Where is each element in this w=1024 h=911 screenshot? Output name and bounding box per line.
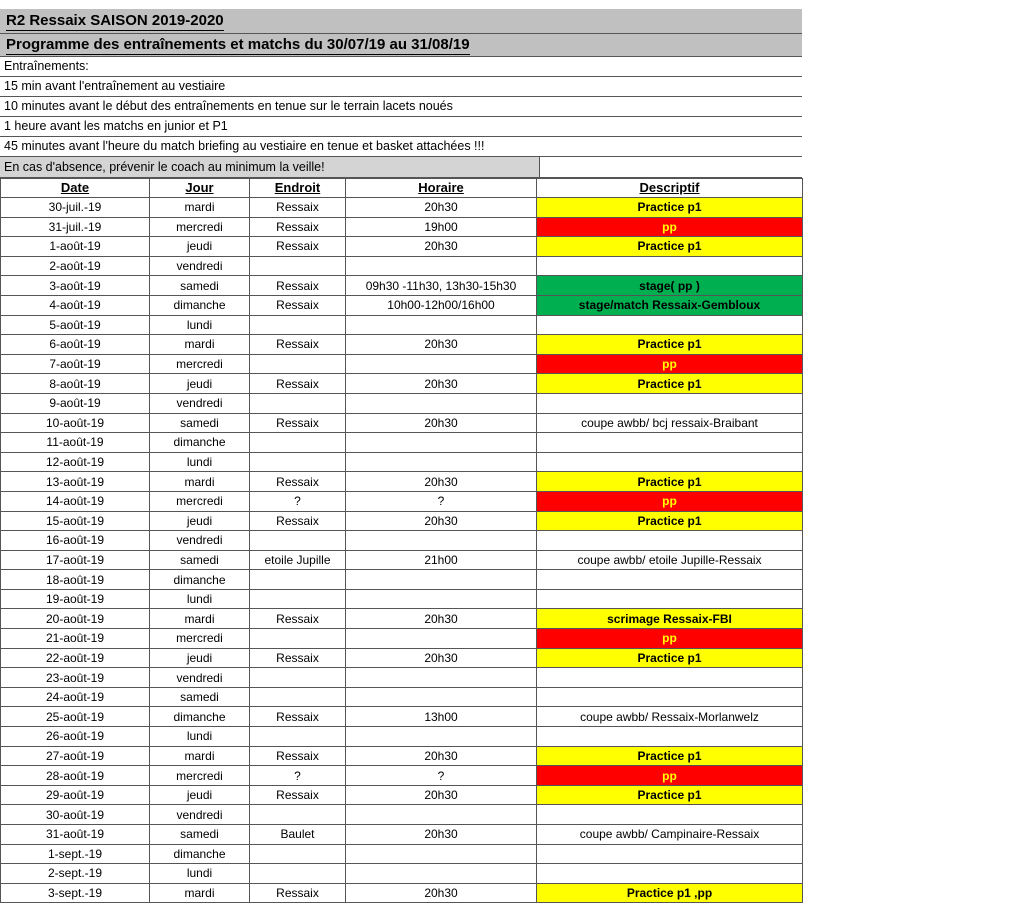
- cell-desc: [537, 393, 803, 413]
- cell-horaire: 20h30: [346, 374, 537, 394]
- cell-endroit: [250, 256, 346, 276]
- cell-horaire: 20h30: [346, 883, 537, 903]
- cell-date: 21-août-19: [1, 629, 150, 649]
- cell-desc: scrimage Ressaix-FBI: [537, 609, 803, 629]
- cell-date: 31-août-19: [1, 825, 150, 845]
- schedule-table: [0, 178, 803, 903]
- cell-date: 31-juil.-19: [1, 217, 150, 237]
- cell-date: 16-août-19: [1, 531, 150, 551]
- cell-endroit: Ressaix: [250, 237, 346, 257]
- cell-horaire: [346, 844, 537, 864]
- cell-date: 28-août-19: [1, 766, 150, 786]
- table-row: [1, 217, 803, 237]
- note-vestiaire: 15 min avant l'entraînement au vestiaire: [0, 77, 802, 97]
- cell-date: 6-août-19: [1, 335, 150, 355]
- cell-jour: samedi: [150, 825, 250, 845]
- cell-jour: mardi: [150, 198, 250, 218]
- cell-date: 3-août-19: [1, 276, 150, 296]
- cell-horaire: [346, 433, 537, 453]
- note-tenue: 10 minutes avant le début des entraînements en tenue sur le terrain lacets noués: [0, 97, 802, 117]
- cell-endroit: Ressaix: [250, 335, 346, 355]
- cell-horaire: [346, 256, 537, 276]
- cell-horaire: [346, 452, 537, 472]
- cell-desc: Practice p1: [537, 785, 803, 805]
- absence-blank-cell: [540, 157, 802, 177]
- cell-horaire: 10h00-12h00/16h00: [346, 295, 537, 315]
- cell-desc: coupe awbb/ bcj ressaix-Braibant: [537, 413, 803, 433]
- cell-endroit: [250, 570, 346, 590]
- cell-date: 20-août-19: [1, 609, 150, 629]
- absence-row: [0, 157, 802, 178]
- table-row: [1, 295, 803, 315]
- cell-desc: [537, 589, 803, 609]
- cell-desc: [537, 864, 803, 884]
- cell-horaire: 21h00: [346, 550, 537, 570]
- cell-date: 14-août-19: [1, 491, 150, 511]
- cell-desc: [537, 844, 803, 864]
- cell-endroit: Ressaix: [250, 295, 346, 315]
- cell-endroit: Baulet: [250, 825, 346, 845]
- cell-desc: Practice p1: [537, 472, 803, 492]
- cell-endroit: Ressaix: [250, 374, 346, 394]
- cell-jour: mardi: [150, 883, 250, 903]
- cell-endroit: [250, 315, 346, 335]
- table-row: [1, 452, 803, 472]
- cell-date: 17-août-19: [1, 550, 150, 570]
- cell-endroit: [250, 844, 346, 864]
- cell-jour: dimanche: [150, 707, 250, 727]
- cell-date: 10-août-19: [1, 413, 150, 433]
- cell-endroit: Ressaix: [250, 609, 346, 629]
- cell-jour: vendredi: [150, 668, 250, 688]
- cell-date: 2-août-19: [1, 256, 150, 276]
- table-row: [1, 648, 803, 668]
- header-jour: Jour: [150, 179, 250, 198]
- cell-jour: mercredi: [150, 217, 250, 237]
- cell-horaire: 20h30: [346, 746, 537, 766]
- note-briefing: 45 minutes avant l'heure du match briefing au vestiaire en tenue et basket attachées !!!: [0, 137, 802, 157]
- cell-endroit: ?: [250, 766, 346, 786]
- cell-endroit: [250, 354, 346, 374]
- cell-desc: Practice p1: [537, 511, 803, 531]
- cell-desc: pp: [537, 766, 803, 786]
- table-row: [1, 472, 803, 492]
- cell-horaire: 20h30: [346, 511, 537, 531]
- cell-horaire: [346, 393, 537, 413]
- header-horaire: Horaire: [346, 179, 537, 198]
- cell-jour: samedi: [150, 276, 250, 296]
- cell-jour: jeudi: [150, 511, 250, 531]
- cell-endroit: Ressaix: [250, 511, 346, 531]
- cell-date: 22-août-19: [1, 648, 150, 668]
- table-row: [1, 785, 803, 805]
- cell-horaire: [346, 687, 537, 707]
- cell-jour: mercredi: [150, 766, 250, 786]
- cell-jour: vendredi: [150, 805, 250, 825]
- cell-horaire: [346, 668, 537, 688]
- cell-desc: stage( pp ): [537, 276, 803, 296]
- cell-jour: mardi: [150, 335, 250, 355]
- cell-desc: Practice p1: [537, 237, 803, 257]
- cell-endroit: Ressaix: [250, 198, 346, 218]
- table-row: [1, 864, 803, 884]
- table-row: [1, 374, 803, 394]
- sheet-title: [0, 9, 802, 34]
- cell-endroit: [250, 433, 346, 453]
- cell-horaire: [346, 589, 537, 609]
- cell-horaire: 20h30: [346, 237, 537, 257]
- cell-date: 25-août-19: [1, 707, 150, 727]
- table-row: [1, 805, 803, 825]
- cell-desc: Practice p1: [537, 374, 803, 394]
- cell-jour: lundi: [150, 864, 250, 884]
- cell-date: 23-août-19: [1, 668, 150, 688]
- cell-horaire: 20h30: [346, 335, 537, 355]
- header-descriptif: Descriptif: [537, 179, 803, 198]
- cell-jour: mercredi: [150, 354, 250, 374]
- table-row: [1, 550, 803, 570]
- cell-desc: [537, 687, 803, 707]
- cell-desc: [537, 668, 803, 688]
- cell-date: 19-août-19: [1, 589, 150, 609]
- table-row: [1, 256, 803, 276]
- sheet-title-text: R2 Ressaix SAISON 2019-2020: [6, 12, 224, 29]
- cell-horaire: 20h30: [346, 825, 537, 845]
- cell-date: 26-août-19: [1, 727, 150, 747]
- cell-desc: Practice p1 ,pp: [537, 883, 803, 903]
- cell-jour: mercredi: [150, 629, 250, 649]
- cell-desc: [537, 570, 803, 590]
- cell-desc: stage/match Ressaix-Gembloux: [537, 295, 803, 315]
- cell-jour: dimanche: [150, 844, 250, 864]
- cell-endroit: Ressaix: [250, 217, 346, 237]
- cell-date: 5-août-19: [1, 315, 150, 335]
- cell-endroit: Ressaix: [250, 746, 346, 766]
- cell-endroit: Ressaix: [250, 276, 346, 296]
- table-row: [1, 629, 803, 649]
- cell-desc: Practice p1: [537, 648, 803, 668]
- cell-endroit: [250, 629, 346, 649]
- cell-date: 24-août-19: [1, 687, 150, 707]
- cell-date: 15-août-19: [1, 511, 150, 531]
- cell-jour: vendredi: [150, 531, 250, 551]
- cell-desc: pp: [537, 629, 803, 649]
- cell-desc: Practice p1: [537, 746, 803, 766]
- cell-horaire: [346, 727, 537, 747]
- cell-horaire: [346, 531, 537, 551]
- cell-endroit: Ressaix: [250, 785, 346, 805]
- cell-horaire: 19h00: [346, 217, 537, 237]
- table-row: [1, 531, 803, 551]
- cell-endroit: [250, 727, 346, 747]
- cell-horaire: [346, 570, 537, 590]
- cell-desc: [537, 256, 803, 276]
- table-row: [1, 746, 803, 766]
- sheet-subtitle: [0, 34, 802, 57]
- table-row: [1, 433, 803, 453]
- schedule-sheet: [0, 9, 802, 903]
- cell-date: 30-août-19: [1, 805, 150, 825]
- table-row: [1, 570, 803, 590]
- cell-date: 29-août-19: [1, 785, 150, 805]
- cell-horaire: ?: [346, 766, 537, 786]
- cell-jour: dimanche: [150, 295, 250, 315]
- cell-jour: mardi: [150, 472, 250, 492]
- cell-horaire: 13h00: [346, 707, 537, 727]
- table-body: [1, 198, 803, 903]
- cell-endroit: [250, 864, 346, 884]
- cell-endroit: etoile Jupille: [250, 550, 346, 570]
- cell-jour: mardi: [150, 609, 250, 629]
- table-row: [1, 413, 803, 433]
- table-row: [1, 727, 803, 747]
- cell-horaire: [346, 354, 537, 374]
- cell-jour: vendredi: [150, 256, 250, 276]
- cell-desc: Practice p1: [537, 198, 803, 218]
- table-row: [1, 276, 803, 296]
- cell-endroit: ?: [250, 491, 346, 511]
- table-row: [1, 825, 803, 845]
- table-row: [1, 335, 803, 355]
- cell-desc: pp: [537, 491, 803, 511]
- cell-horaire: [346, 805, 537, 825]
- cell-endroit: Ressaix: [250, 413, 346, 433]
- cell-horaire: [346, 629, 537, 649]
- cell-date: 13-août-19: [1, 472, 150, 492]
- cell-endroit: Ressaix: [250, 883, 346, 903]
- cell-horaire: 20h30: [346, 609, 537, 629]
- cell-jour: samedi: [150, 413, 250, 433]
- table-row: [1, 883, 803, 903]
- cell-date: 1-sept.-19: [1, 844, 150, 864]
- cell-jour: mercredi: [150, 491, 250, 511]
- cell-jour: jeudi: [150, 648, 250, 668]
- table-row: [1, 237, 803, 257]
- cell-desc: pp: [537, 354, 803, 374]
- cell-endroit: [250, 531, 346, 551]
- table-row: [1, 354, 803, 374]
- cell-endroit: [250, 668, 346, 688]
- cell-date: 9-août-19: [1, 393, 150, 413]
- cell-desc: [537, 452, 803, 472]
- cell-date: 18-août-19: [1, 570, 150, 590]
- table-header-row: [1, 179, 803, 198]
- table-row: [1, 844, 803, 864]
- cell-desc: [537, 531, 803, 551]
- cell-date: 8-août-19: [1, 374, 150, 394]
- cell-endroit: Ressaix: [250, 707, 346, 727]
- sheet-subtitle-text: Programme des entraînements et matchs du 30/07/19 au 31/08/19: [6, 36, 470, 53]
- cell-date: 4-août-19: [1, 295, 150, 315]
- cell-horaire: 20h30: [346, 198, 537, 218]
- cell-endroit: [250, 452, 346, 472]
- cell-desc: Practice p1: [537, 335, 803, 355]
- cell-date: 30-juil.-19: [1, 198, 150, 218]
- cell-desc: [537, 805, 803, 825]
- cell-date: 3-sept.-19: [1, 883, 150, 903]
- table-row: [1, 609, 803, 629]
- table-row: [1, 315, 803, 335]
- cell-endroit: [250, 393, 346, 413]
- cell-date: 7-août-19: [1, 354, 150, 374]
- cell-date: 12-août-19: [1, 452, 150, 472]
- cell-jour: jeudi: [150, 374, 250, 394]
- cell-jour: jeudi: [150, 785, 250, 805]
- header-date: Date: [1, 179, 150, 198]
- cell-endroit: [250, 687, 346, 707]
- absence-note: En cas d'absence, prévenir le coach au minimum la veille!: [0, 157, 540, 177]
- cell-jour: lundi: [150, 727, 250, 747]
- cell-jour: mardi: [150, 746, 250, 766]
- cell-jour: jeudi: [150, 237, 250, 257]
- cell-horaire: 20h30: [346, 472, 537, 492]
- cell-endroit: [250, 805, 346, 825]
- note-training-header: Entraînements:: [0, 57, 802, 77]
- note-matchs: 1 heure avant les matchs en junior et P1: [0, 117, 802, 137]
- table-row: [1, 393, 803, 413]
- cell-horaire: 20h30: [346, 785, 537, 805]
- cell-desc: [537, 315, 803, 335]
- cell-jour: samedi: [150, 687, 250, 707]
- table-row: [1, 589, 803, 609]
- cell-date: 27-août-19: [1, 746, 150, 766]
- cell-jour: dimanche: [150, 433, 250, 453]
- table-row: [1, 687, 803, 707]
- cell-horaire: ?: [346, 491, 537, 511]
- cell-endroit: Ressaix: [250, 472, 346, 492]
- table-row: [1, 668, 803, 688]
- cell-endroit: [250, 589, 346, 609]
- cell-jour: samedi: [150, 550, 250, 570]
- cell-endroit: Ressaix: [250, 648, 346, 668]
- cell-date: 11-août-19: [1, 433, 150, 453]
- cell-desc: coupe awbb/ Campinaire-Ressaix: [537, 825, 803, 845]
- cell-date: 1-août-19: [1, 237, 150, 257]
- table-row: [1, 511, 803, 531]
- cell-horaire: 20h30: [346, 413, 537, 433]
- cell-horaire: [346, 315, 537, 335]
- cell-jour: dimanche: [150, 570, 250, 590]
- cell-desc: [537, 433, 803, 453]
- table-row: [1, 766, 803, 786]
- cell-jour: lundi: [150, 315, 250, 335]
- cell-horaire: 20h30: [346, 648, 537, 668]
- table-row: [1, 198, 803, 218]
- cell-jour: lundi: [150, 452, 250, 472]
- cell-horaire: [346, 864, 537, 884]
- cell-date: 2-sept.-19: [1, 864, 150, 884]
- cell-horaire: 09h30 -11h30, 13h30-15h30: [346, 276, 537, 296]
- header-endroit: Endroit: [250, 179, 346, 198]
- cell-jour: vendredi: [150, 393, 250, 413]
- table-row: [1, 491, 803, 511]
- cell-desc: [537, 727, 803, 747]
- table-row: [1, 707, 803, 727]
- cell-desc: pp: [537, 217, 803, 237]
- cell-desc: coupe awbb/ etoile Jupille-Ressaix: [537, 550, 803, 570]
- cell-desc: coupe awbb/ Ressaix-Morlanwelz: [537, 707, 803, 727]
- cell-jour: lundi: [150, 589, 250, 609]
